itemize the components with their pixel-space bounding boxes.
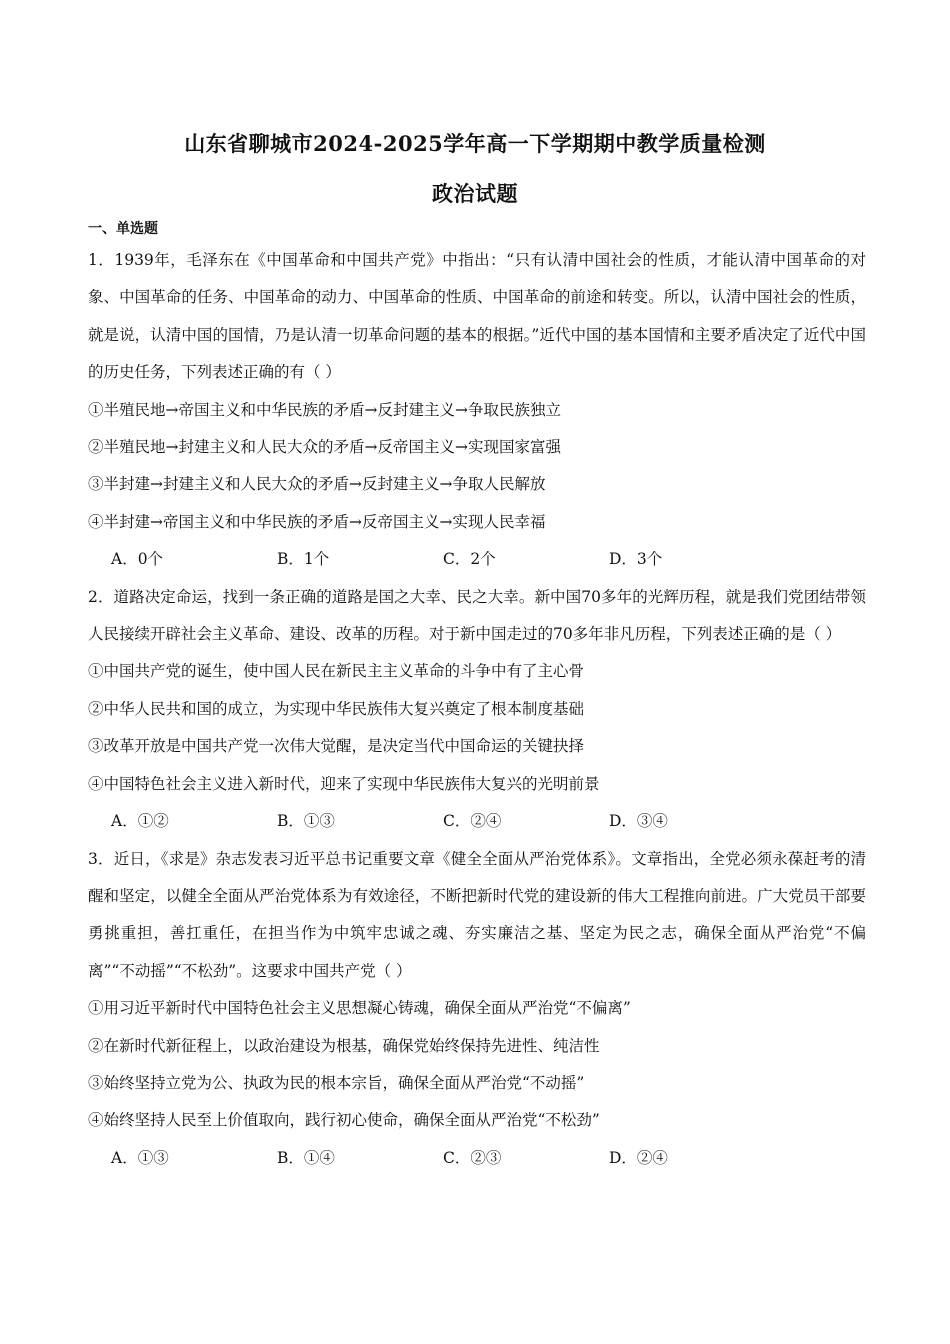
question-statement: ③始终坚持立党为公、执政为民的根本宗旨，确保全面从严治党“不动摇” bbox=[88, 1073, 585, 1092]
choice-c: C．②③ bbox=[443, 1148, 502, 1167]
question-stem: 1．1939年，毛泽东在《中国革命和中国共产党》中指出：“只有认清中国社会的性质，才能认清中国革命的对象、中国革命的任务、中国革命的动力、中国革命的性质、中国革命的前途和转变。所以，认清中国社会的性质，就是说，认清中国的国情，乃是认清一切革命问题的基本的根据。”近代中国的基本国情和主要矛盾决定了近代中国的历史任务，下列表述正确的有（ ） bbox=[88, 251, 866, 382]
answer-choices bbox=[88, 803, 866, 840]
question-statement: ④中国特色社会主义进入新时代，迎来了实现中华民族伟大复兴的光明前景 bbox=[88, 774, 600, 793]
question-statement: ④半封建→帝国主义和中华民族的矛盾→反帝国主义→实现人民幸福 bbox=[88, 512, 546, 531]
choice-d: D．3个 bbox=[609, 550, 663, 569]
choice-c: C．②④ bbox=[443, 812, 502, 831]
section-heading: 一、单选题 bbox=[88, 221, 158, 237]
question-stem: 2．道路决定命运，找到一条正确的道路是国之大幸、民之大幸。新中国70多年的光辉历程，就是我们党团结带领人民接续开辟社会主义革命、建设、改革的历程。对于新中国走过的70多年非凡历程，下列表述正确的是（ ） bbox=[88, 587, 866, 644]
question-statement: ③半封建→封建主义和人民大众的矛盾→反封建主义→争取人民解放 bbox=[88, 475, 546, 494]
choice-a: A．0个 bbox=[111, 550, 164, 569]
answer-choices bbox=[88, 541, 866, 578]
question-statement: ④始终坚持人民至上价值取向，践行初心使命，确保全面从严治党“不松劲” bbox=[88, 1111, 600, 1130]
answer-choices bbox=[88, 1140, 866, 1177]
choice-c: C．2个 bbox=[443, 550, 496, 569]
question-3 bbox=[88, 841, 866, 1178]
choice-d: D．②④ bbox=[609, 1148, 668, 1167]
question-statement: ③改革开放是中国共产党一次伟大觉醒，是决定当代中国命运的关键抉择 bbox=[88, 737, 585, 756]
question-1 bbox=[88, 242, 866, 579]
question-statement: ①用习近平新时代中国特色社会主义思想凝心铸魂，确保全面从严治党“不偏离” bbox=[88, 999, 631, 1018]
choice-a: A．①③ bbox=[111, 1148, 169, 1167]
choice-b: B．①④ bbox=[277, 1148, 335, 1167]
choice-b: B．1个 bbox=[277, 550, 330, 569]
question-statement: ②中华人民共和国的成立，为实现中华民族伟大复兴奠定了根本制度基础 bbox=[88, 699, 585, 718]
question-statement: ②在新时代新征程上，以政治建设为根基，确保党始终保持先进性、纯洁性 bbox=[88, 1036, 600, 1055]
exam-title: 山东省聊城市2024-2025学年高一下学期期中教学质量检测 bbox=[184, 131, 766, 156]
question-stem: 3．近日，《求是》杂志发表习近平总书记重要文章《健全全面从严治党体系》。文章指出，全党必须永葆赶考的清醒和坚定，以健全全面从严治党体系为有效途径，不断把新时代党的建设新的伟大工程推向前进。广大党员干部要勇挑重担，善扛重任，在担当作为中筑牢忠诚之魂、夯实廉洁之基、坚定为民之志，确保全面从严治党“不偏离”“不动摇”“不松劲”。这要求中国共产党（ ） bbox=[88, 849, 866, 980]
exam-subtitle: 政治试题 bbox=[432, 181, 518, 206]
question-statement: ①中国共产党的诞生，使中国人民在新民主主义革命的斗争中有了主心骨 bbox=[88, 662, 585, 681]
choice-d: D．③④ bbox=[609, 812, 668, 831]
question-2 bbox=[88, 579, 866, 841]
question-statement: ①半殖民地→帝国主义和中华民族的矛盾→反封建主义→争取民族独立 bbox=[88, 400, 561, 419]
question-statement: ②半殖民地→封建主义和人民大众的矛盾→反帝国主义→实现国家富强 bbox=[88, 438, 561, 457]
choice-b: B．①③ bbox=[277, 812, 335, 831]
question-list bbox=[88, 242, 866, 1177]
choice-a: A．①② bbox=[111, 812, 169, 831]
